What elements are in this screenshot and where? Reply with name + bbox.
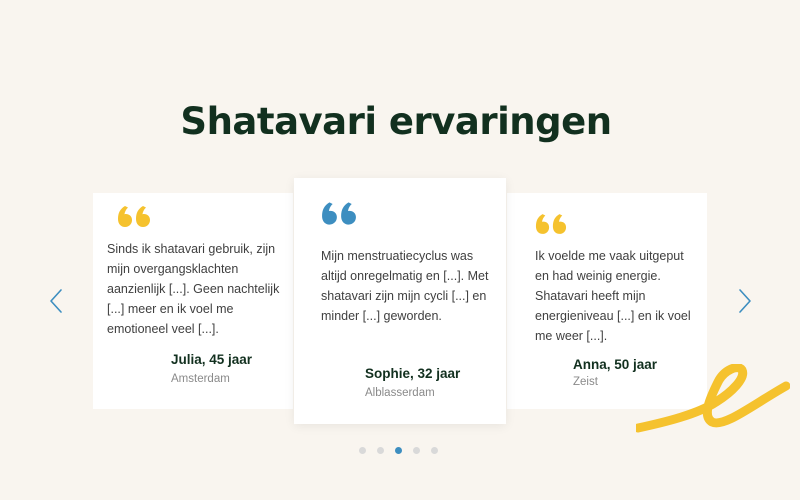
section-title: Shatavari ervaringen <box>180 100 612 143</box>
carousel-pagination <box>359 447 438 454</box>
quote-icon <box>321 201 357 227</box>
testimonial-city: Zeist <box>573 376 598 388</box>
testimonial-city: Amsterdam <box>171 373 230 385</box>
carousel-dot-1[interactable] <box>359 447 366 454</box>
carousel-dot-3[interactable] <box>395 447 402 454</box>
testimonial-text: Sinds ik shatavari gebruik, zijn mijn overgangsklachten aanzienlijk [...]. Geen nachtelijk [...] meer en ik voel me emotioneel veel [...]. <box>107 242 280 336</box>
testimonial-author: Anna, 50 jaar <box>573 357 658 372</box>
chevron-right-icon[interactable] <box>737 288 753 314</box>
testimonial-card-julia <box>93 193 293 409</box>
quote-icon <box>535 214 567 235</box>
testimonial-city: Alblasserdam <box>365 387 435 399</box>
carousel-dot-4[interactable] <box>413 447 420 454</box>
testimonial-author: Sophie, 32 jaar <box>365 366 461 381</box>
testimonial-author: Julia, 45 jaar <box>171 352 253 367</box>
chevron-left-icon[interactable] <box>48 288 64 314</box>
decorative-squiggle <box>636 364 790 438</box>
testimonial-text: Mijn menstruatiecyclus was altijd onregelmatig en [...]. Met shatavari zijn mijn cycli [...] en minder [...] geworden. <box>321 249 489 323</box>
carousel-dot-5[interactable] <box>431 447 438 454</box>
carousel-dot-2[interactable] <box>377 447 384 454</box>
quote-icon <box>117 206 151 228</box>
testimonial-card-sophie <box>294 178 506 424</box>
testimonial-text: Ik voelde me vaak uitgeput en had weinig energie. Shatavari heeft mijn energieniveau [...] en ik voel me weer [...]. <box>535 249 691 343</box>
